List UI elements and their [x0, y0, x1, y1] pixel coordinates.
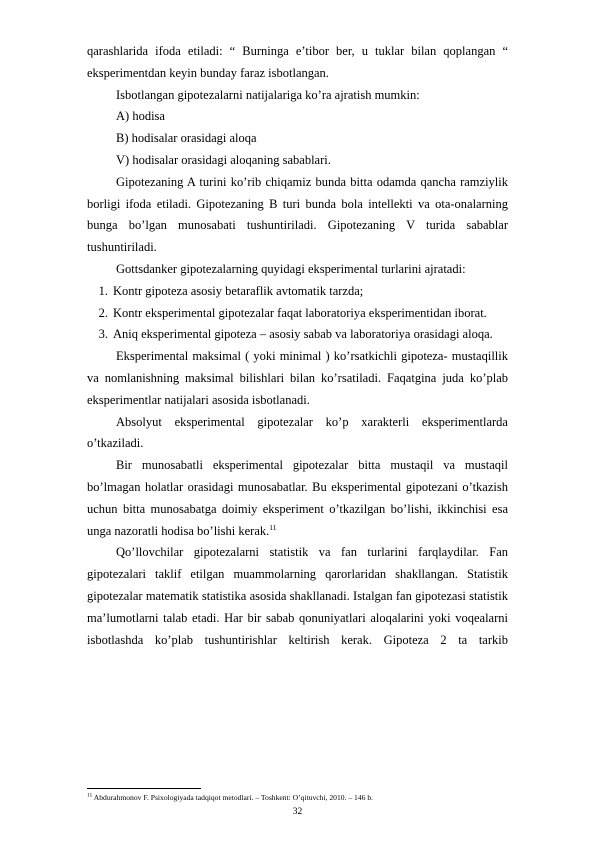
- list-number: 2.: [98, 305, 108, 320]
- footnote-text: Abdurahmonov F. Psixologiyada tadqiqot metodlari. – Toshkent: O’qituvchi, 2010. – 146 b.: [92, 793, 374, 802]
- classification-item-b: B) hodisalar orasidagi aloqa: [116, 131, 257, 146]
- classification-item-v: V) hodisalar orasidagi aloqaning sabablari.: [116, 152, 331, 167]
- list-item-text: Kontr eksperimental gipotezalar faqat laboratoriya eksperimentidan iborat.: [113, 305, 487, 320]
- list-item-text: Aniq eksperimental gipoteza – asosiy sabab va laboratoriya orasidagi aloqa.: [113, 327, 493, 342]
- list-number: 3.: [98, 327, 108, 342]
- body-text: [87, 41, 508, 651]
- numbered-list-item: [87, 303, 508, 325]
- paragraph-relational-hypothesis: [87, 455, 508, 542]
- footnote-divider: [87, 788, 201, 789]
- footnote-reference: 11: [269, 522, 277, 532]
- paragraph-hypothesis-types: Gipotezaning A turini ko’rib chiqamiz bunda bitta odamda qancha ramziylik borligi ifoda etiladi. Gipotezaning B turi bunda bola intellekti va ota-onalarning bunga bo’lgan munosabati tushuntiriladi. Gipotezaning V turida sabablar tushuntiriladi.: [87, 174, 508, 255]
- paragraph-maximal-hypothesis: Eksperimental maksimal ( yoki minimal ) ko’rsatkichli gipoteza- mustaqillik va nomlanishning maksimal bilishlari bilan ko’rsatiladi. Faqatgina juda ko’plab eksperimentlar natijalari asosida isbotlanadi.: [87, 349, 508, 407]
- footnote-marker: 11: [87, 792, 93, 799]
- classification-item-a: A) hodisa: [116, 109, 165, 124]
- numbered-list-item: [87, 281, 508, 303]
- paragraph-gottsdanker: Gottsdanker gipotezalarning quyidagi eksperimental turlarini ajratadi:: [116, 261, 466, 276]
- list-number: 1.: [98, 283, 108, 298]
- numbered-list-item: [87, 324, 508, 346]
- footnote: [87, 793, 517, 803]
- paragraph-continuation: qarashlarida ifoda etiladi: “ Burninga e’tibor ber, u tuklar bilan qoplangan “ eksperimentdan keyin bunday faraz isbotlangan.: [87, 44, 508, 80]
- paragraph-relational-text: Bir munosabatli eksperimental gipotezalar bitta mustaqil va mustaqil bo’lmagan holatlar orasidagi munosabatlar. Bu eksperimental gipotezani o’tkazish uchun bitta munosabatga doimiy eksperiment o’tkazilgan bo’lishi, ikkinchisi esa unga nazoratli hodisa bo’lishi kerak.: [87, 458, 508, 538]
- page-number: 32: [292, 807, 303, 817]
- paragraph-statistical-hypothesis: Qo’llovchilar gipotezalarni statistik va fan turlarini farqlaydilar. Fan gipotezalari taklif etilgan muammolarning qarorlaridan shakllangan. Statistik gipotezalar matematik statistika asosida shakllanadi. Istalgan fan gipotezasi statistik ma’lumotlarni talab etadi. Har bir sabab qonuniyatlari aloqalarini yoki voqealarni isbotlashda ko’plab tushuntirishlar keltirish kerak. Gipoteza 2 ta tarkib: [87, 545, 508, 647]
- paragraph-absolute-hypothesis: Absolyut eksperimental gipotezalar ko’p xarakterli eksperimentlarda o’tkaziladi.: [87, 414, 508, 451]
- list-item-text: Kontr gipoteza asosiy betaraflik avtomatik tarzda;: [113, 283, 364, 298]
- paragraph-intro-classification: Isbotlangan gipotezalarni natijalariga ko’ra ajratish mumkin:: [116, 87, 420, 102]
